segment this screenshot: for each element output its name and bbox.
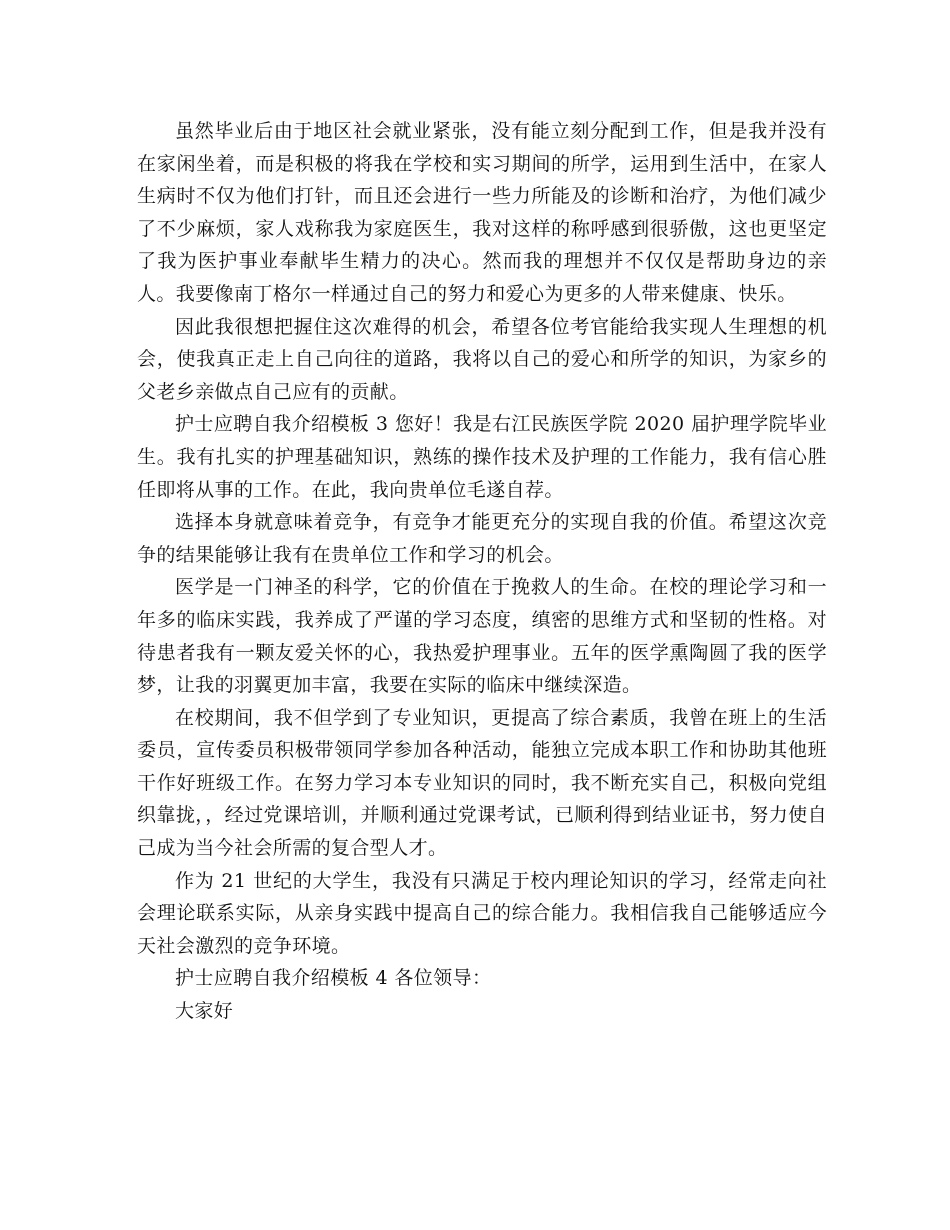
paragraph-2: 因此我很想把握住这次难得的机会，希望各位考官能给我实现人生理想的机会，使我真正走上自己向往的道路，我将以自己的爱心和所学的知识，为家乡的父老乡亲做点自己应有的贡献。 <box>137 315 827 403</box>
section-heading-template-4: 护士应聘自我介绍模板 4 各位领导： <box>175 967 492 990</box>
paragraph-5: 医学是一门神圣的科学，它的价值在于挽救人的生命。在校的理论学习和一年多的临床实践，我养成了严谨的学习态度，缜密的思维方式和坚韧的性格。对待患者我有一颗友爱关怀的心，我热爱护理事业。五年的医学熏陶圆了我的医学梦，让我的羽翼更加丰富，我要在实际的临床中继续深造。 <box>137 576 827 697</box>
paragraph-1: 虽然毕业后由于地区社会就业紧张，没有能立刻分配到工作，但是我并没有在家闲坐着，而是积极的将我在学校和实习期间的所学，运用到生活中，在家人生病时不仅为他们打针，而且还会进行一些力所能及的诊断和治疗，为他们减少了不少麻烦，家人戏称我为家庭医生，我对这样的称呼感到很骄傲，这也更坚定了我为医护事业奉献毕生精力的决心。然而我的理想并不仅仅是帮助身边的亲人。我要像南丁格尔一样通过自己的努力和爱心为更多的人带来健康、快乐。 <box>137 120 827 305</box>
greeting-line: 大家好 <box>175 1000 234 1023</box>
paragraph-3: 护士应聘自我介绍模板 3 您好！我是右江民族医学院 2020 届护理学院毕业生。我有扎实的护理基础知识，熟练的操作技术及护理的工作能力，我有信心胜任即将从事的工作。在此，我向贵单位毛遂自荐。 <box>137 413 827 501</box>
document-body <box>137 115 827 1028</box>
paragraph-7: 作为 21 世纪的大学生，我没有只满足于校内理论知识的学习，经常走向社会理论联系实际，从亲身实践中提高自己的综合能力。我相信我自己能够适应今天社会激烈的竞争环境。 <box>137 869 827 957</box>
paragraph-4: 选择本身就意味着竞争，有竞争才能更充分的实现自我的价值。希望这次竞争的结果能够让我有在贵单位工作和学习的机会。 <box>137 511 827 566</box>
paragraph-6: 在校期间，我不但学到了专业知识，更提高了综合素质，我曾在班上的生活委员，宣传委员积极带领同学参加各种活动，能独立完成本职工作和协助其他班干作好班级工作。在努力学习本专业知识的同时，我不断充实自己，积极向党组织靠拢，，经过党课培训，并顺利通过党课考试，已顺利得到结业证书，努力使自己成为当今社会所需的复合型人才。 <box>137 706 827 860</box>
